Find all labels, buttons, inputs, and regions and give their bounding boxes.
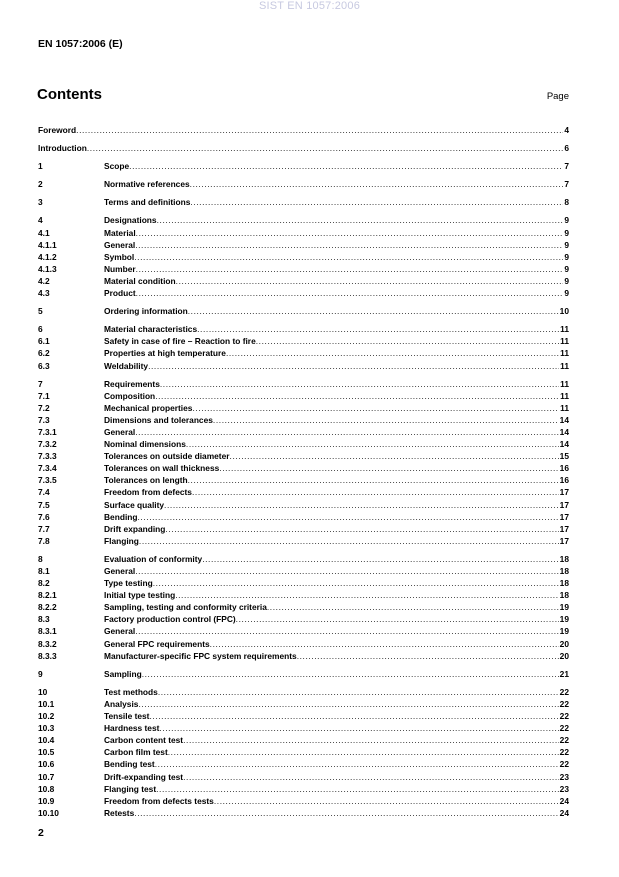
toc-entry-page: 18 (559, 566, 569, 576)
toc-entry-title: Test methods (104, 686, 158, 697)
toc-leader-dots (148, 360, 559, 372)
toc-leader-dots (134, 251, 563, 263)
toc-entry-title: Hardness test (104, 723, 160, 734)
toc-leader-dots (230, 450, 559, 462)
toc-entry-page: 23 (559, 771, 569, 782)
toc-entry-number: 8.2.2 (38, 602, 57, 613)
toc-entry-page: 9 (564, 239, 569, 250)
toc-entry-page: 11 (560, 360, 569, 371)
toc-entry-number: 7.2 (38, 402, 50, 413)
toc-entry-page: 11 (560, 378, 569, 389)
toc-entry[interactable] (38, 305, 569, 317)
toc-entry-page: 17 (559, 487, 569, 498)
toc-leader-dots (155, 758, 559, 770)
toc-leader-dots (142, 668, 559, 680)
toc-entry[interactable] (38, 758, 569, 770)
toc-entry-title: Type testing (104, 578, 153, 589)
toc-entry-number: 8 (38, 553, 43, 564)
toc-entry-number: 7.3.3 (38, 451, 57, 462)
toc-leader-dots (129, 160, 563, 172)
toc-leader-dots (139, 535, 559, 547)
toc-leader-dots (136, 227, 564, 239)
toc-leader-dots (210, 638, 559, 650)
toc-entry-title: Manufacturer-specific FPC system requirements (104, 650, 297, 661)
toc-entry-number: 7.8 (38, 535, 50, 546)
toc-entry-page: 23 (559, 783, 569, 794)
toc-entry-title: Material (104, 227, 136, 238)
toc-entry-title: Material characteristics (104, 324, 198, 335)
toc-entry-page: 11 (560, 324, 569, 335)
toc-entry-page: 7 (564, 161, 569, 172)
toc-entry[interactable] (38, 124, 569, 136)
toc-entry-title: General (104, 239, 136, 250)
toc-entry[interactable] (38, 601, 569, 613)
toc-entry-page: 22 (559, 759, 569, 770)
toc-leader-dots (135, 625, 558, 637)
toc-entry-title: General (104, 626, 136, 637)
toc-entry-page: 17 (559, 511, 569, 522)
toc-entry-page: 9 (564, 263, 569, 274)
toc-entry-page: 9 (564, 215, 569, 226)
toc-entry-page: 17 (559, 523, 569, 534)
toc-leader-dots (157, 214, 564, 226)
toc-entry-page: 19 (559, 602, 569, 613)
toc-entry-number: 3 (38, 197, 43, 208)
toc-entry-number: 2 (38, 179, 43, 190)
toc-entry-number: 4.1.1 (38, 239, 57, 250)
toc-entry-page: 16 (559, 475, 569, 486)
toc-leader-dots (192, 402, 559, 414)
toc-entry-number: 10.6 (38, 759, 55, 770)
toc-entry-title: Mechanical properties (104, 402, 193, 413)
toc-leader-dots (192, 486, 559, 498)
toc-entry-page: 22 (559, 723, 569, 734)
page-number: 2 (38, 827, 44, 839)
toc-entry[interactable] (38, 565, 569, 577)
toc-entry-title: Composition (104, 390, 156, 401)
toc-leader-dots (176, 275, 564, 287)
toc-leader-dots (153, 577, 559, 589)
toc-entry-title: Flanging test (104, 783, 157, 794)
toc-entry[interactable] (38, 535, 569, 547)
toc-entry[interactable] (38, 178, 569, 190)
toc-entry-page: 24 (559, 795, 569, 806)
toc-entry[interactable] (38, 438, 569, 450)
watermark: SIST EN 1057:2006 (258, 0, 361, 12)
toc-entry-title: General (104, 566, 136, 576)
toc-entry-number: 10.3 (38, 723, 55, 734)
toc-entry-number: 10.4 (38, 735, 55, 746)
toc-entry-number: 7.5 (38, 499, 50, 510)
toc-entry[interactable] (38, 722, 569, 734)
toc-entry-number: 8.3.1 (38, 626, 57, 637)
toc-entry-number: 5 (38, 306, 43, 317)
toc-entry[interactable] (38, 625, 569, 637)
toc-entry-number: 10.7 (38, 771, 55, 782)
table-of-contents (38, 124, 569, 819)
toc-leader-dots (136, 287, 564, 299)
toc-entry[interactable] (38, 347, 569, 359)
toc-entry-title: Freedom from defects (104, 487, 192, 498)
toc-entry-title: Evaluation of conformity (104, 553, 203, 564)
toc-entry-page: 22 (559, 735, 569, 746)
toc-entry-title: Normative references (104, 179, 190, 190)
toc-entry-number: 8.2.1 (38, 590, 57, 601)
toc-entry-title: Terms and definitions (104, 197, 191, 208)
toc-entry-title: Surface quality (104, 499, 165, 510)
toc-entry[interactable] (38, 698, 569, 710)
toc-entry-page: 22 (559, 698, 569, 709)
toc-entry[interactable] (38, 450, 569, 462)
toc-leader-dots (236, 613, 559, 625)
toc-leader-dots (136, 263, 564, 275)
toc-entry-page: 20 (559, 650, 569, 661)
toc-entry[interactable] (38, 426, 569, 438)
toc-entry-title: Material condition (104, 275, 176, 286)
toc-entry[interactable] (38, 251, 569, 263)
toc-entry-number: 7.6 (38, 511, 50, 522)
toc-entry-title: Drift-expanding test (104, 771, 184, 782)
toc-entry[interactable] (38, 771, 569, 783)
toc-entry[interactable] (38, 275, 569, 287)
toc-leader-dots (188, 474, 559, 486)
toc-leader-dots (168, 746, 559, 758)
toc-entry-number: 10.5 (38, 747, 55, 758)
toc-leader-dots (138, 698, 558, 710)
toc-leader-dots (297, 650, 559, 662)
toc-entry-page: 17 (559, 499, 569, 510)
toc-entry[interactable] (38, 335, 569, 347)
toc-leader-dots (190, 178, 564, 190)
toc-entry-number: 7.3.4 (38, 463, 57, 474)
toc-entry[interactable] (38, 239, 569, 251)
toc-entry-title: Retests (104, 807, 135, 818)
toc-entry-number: 4.1.2 (38, 251, 57, 262)
toc-entry-page: 18 (559, 578, 569, 589)
toc-entry-page: 11 (560, 402, 569, 413)
toc-entry[interactable] (38, 710, 569, 722)
toc-entry-number: 6.3 (38, 360, 50, 371)
toc-entry-number: 4 (38, 215, 43, 226)
toc-entry-title: Product (104, 288, 136, 299)
toc-entry-title: Safety in case of fire – Reaction to fire (104, 336, 256, 347)
page-column-label: Page (546, 91, 569, 102)
toc-entry[interactable] (38, 227, 569, 239)
toc-leader-dots (135, 426, 558, 438)
toc-entry-page: 7 (564, 179, 569, 190)
toc-entry-page: 9 (564, 251, 569, 262)
toc-entry-title: General FPC requirements (104, 638, 210, 649)
toc-entry-number: 4.2 (38, 275, 50, 286)
toc-entry-number: 7.3 (38, 414, 50, 425)
toc-entry[interactable] (38, 287, 569, 299)
toc-entry-title: Properties at high temperature (104, 348, 226, 359)
toc-entry-title: Factory production control (FPC) (104, 614, 236, 625)
toc-entry-number: 8.1 (38, 566, 50, 576)
toc-entry[interactable] (38, 486, 569, 498)
toc-leader-dots (197, 323, 559, 335)
toc-entry-title: Sampling (104, 668, 142, 679)
toc-leader-dots (175, 589, 558, 601)
toc-leader-dots (135, 239, 563, 251)
toc-entry-page: 22 (559, 747, 569, 758)
toc-entry-page: 11 (560, 390, 569, 401)
toc-entry-page: 22 (559, 711, 569, 722)
toc-entry-page: 24 (559, 807, 569, 818)
toc-entry[interactable] (38, 360, 569, 372)
toc-entry-title: Carbon film test (104, 747, 168, 758)
toc-entry[interactable] (38, 323, 569, 335)
toc-entry[interactable] (38, 746, 569, 758)
toc-leader-dots (256, 335, 559, 347)
toc-entry-title: Carbon content test (104, 735, 184, 746)
toc-entry-number: 10.8 (38, 783, 55, 794)
toc-entry[interactable] (38, 263, 569, 275)
toc-entry-title: Scope (104, 161, 130, 172)
toc-leader-dots (135, 565, 558, 577)
toc-entry-page: 19 (559, 626, 569, 637)
toc-entry[interactable] (38, 196, 569, 208)
toc-entry-number: 10 (38, 686, 48, 697)
toc-entry-title: Tolerances on wall thickness (104, 463, 220, 474)
toc-entry-page: 11 (560, 336, 569, 347)
toc-leader-dots (158, 686, 559, 698)
toc-leader-dots (202, 553, 558, 565)
toc-entry-number: 8.2 (38, 578, 50, 589)
toc-leader-dots (134, 807, 558, 819)
toc-entry-page: 14 (559, 439, 569, 450)
toc-entry-title: Introduction (38, 143, 87, 154)
toc-leader-dots (138, 511, 559, 523)
toc-entry-number: 8.3 (38, 614, 50, 625)
toc-entry-number: 8.3.3 (38, 650, 57, 661)
toc-leader-dots (219, 462, 558, 474)
toc-entry-title: Symbol (104, 251, 135, 262)
toc-entry-page: 10 (559, 306, 569, 317)
toc-entry-title: Designations (104, 215, 157, 226)
toc-leader-dots (213, 414, 559, 426)
toc-entry-number: 8.3.2 (38, 638, 57, 649)
toc-entry-title: Number (104, 263, 136, 274)
toc-entry-page: 16 (559, 463, 569, 474)
toc-leader-dots (267, 601, 559, 613)
toc-entry-title: Tolerances on length (104, 475, 188, 486)
toc-entry-number: 6.1 (38, 336, 50, 347)
toc-entry[interactable] (38, 589, 569, 601)
toc-entry-number: 7 (38, 378, 43, 389)
toc-leader-dots (164, 499, 559, 511)
toc-entry[interactable] (38, 638, 569, 650)
toc-entry-number: 6.2 (38, 348, 50, 359)
toc-entry[interactable] (38, 613, 569, 625)
toc-leader-dots (188, 305, 559, 317)
toc-entry-title: Drift expanding (104, 523, 166, 534)
toc-entry-number: 10.2 (38, 711, 55, 722)
toc-leader-dots (159, 722, 558, 734)
document-id: EN 1057:2006 (E) (38, 38, 123, 50)
toc-entry-number: 10.1 (38, 698, 55, 709)
toc-entry-title: Freedom from defects tests (104, 795, 214, 806)
toc-leader-dots (165, 523, 558, 535)
toc-entry-number: 7.3.1 (38, 426, 57, 437)
toc-entry[interactable] (38, 553, 569, 565)
toc-leader-dots (214, 795, 559, 807)
toc-entry-page: 15 (559, 451, 569, 462)
toc-entry-title: Tolerances on outside diameter (104, 451, 230, 462)
toc-entry[interactable] (38, 511, 569, 523)
page-title: Contents (37, 86, 102, 103)
toc-leader-dots (190, 196, 563, 208)
toc-entry-number: 7.4 (38, 487, 50, 498)
toc-entry-number: 7.7 (38, 523, 50, 534)
toc-entry[interactable] (38, 686, 569, 698)
toc-leader-dots (226, 347, 559, 359)
toc-entry[interactable] (38, 783, 569, 795)
toc-entry-page: 14 (559, 426, 569, 437)
toc-leader-dots (183, 771, 559, 783)
toc-entry-number: 7.3.2 (38, 439, 57, 450)
toc-entry-page: 8 (564, 197, 569, 208)
toc-entry-title: Nominal dimensions (104, 439, 186, 450)
toc-leader-dots (160, 378, 559, 390)
toc-entry-number: 10.9 (38, 795, 55, 806)
toc-entry-number: 7.1 (38, 390, 50, 401)
toc-leader-dots (156, 783, 559, 795)
toc-entry[interactable] (38, 668, 569, 680)
toc-leader-dots (76, 124, 563, 136)
toc-leader-dots (155, 390, 559, 402)
toc-entry-number: 7.3.5 (38, 475, 57, 486)
toc-entry[interactable] (38, 378, 569, 390)
toc-entry-title: Flanging (104, 535, 139, 546)
toc-entry-page: 20 (559, 638, 569, 649)
toc-entry[interactable] (38, 734, 569, 746)
toc-entry-title: Dimensions and tolerances (104, 414, 213, 425)
toc-entry-title: Analysis (104, 698, 139, 709)
toc-leader-dots (186, 438, 559, 450)
toc-entry-title: General (104, 426, 136, 437)
toc-entry-title: Sampling, testing and conformity criteria (104, 602, 267, 613)
toc-entry[interactable] (38, 474, 569, 486)
toc-entry-page: 21 (559, 668, 569, 679)
toc-entry-title: Bending test (104, 759, 155, 770)
toc-entry[interactable] (38, 577, 569, 589)
toc-entry-page: 14 (559, 414, 569, 425)
toc-entry-title: Foreword (38, 125, 77, 135)
toc-entry[interactable] (38, 807, 569, 819)
toc-entry-number: 10.10 (38, 807, 59, 818)
toc-entry-number: 4.3 (38, 288, 50, 299)
toc-entry[interactable] (38, 499, 569, 511)
toc-entry-title: Ordering information (104, 306, 188, 317)
toc-entry[interactable] (38, 160, 569, 172)
toc-entry-number: 4.1 (38, 227, 50, 238)
toc-entry-page: 18 (559, 553, 569, 564)
toc-entry[interactable] (38, 523, 569, 535)
toc-entry-title: Bending (104, 511, 138, 522)
toc-leader-dots (149, 710, 558, 722)
toc-entry[interactable] (38, 214, 569, 226)
toc-entry-number: 1 (38, 161, 43, 172)
toc-entry[interactable] (38, 414, 569, 426)
toc-leader-dots (87, 142, 563, 154)
toc-entry-page: 6 (564, 143, 569, 154)
toc-entry-page: 18 (559, 590, 569, 601)
toc-entry-page: 19 (559, 614, 569, 625)
toc-entry-page: 9 (564, 288, 569, 299)
toc-entry[interactable] (38, 142, 569, 154)
toc-entry[interactable] (38, 795, 569, 807)
toc-entry-page: 22 (559, 686, 569, 697)
toc-entry[interactable] (38, 390, 569, 402)
toc-entry-title: Weldability (104, 360, 149, 371)
toc-entry[interactable] (38, 402, 569, 414)
toc-entry-title: Initial type testing (104, 590, 176, 601)
toc-leader-dots (183, 734, 559, 746)
toc-entry-page: 9 (564, 275, 569, 286)
toc-entry[interactable] (38, 462, 569, 474)
toc-entry[interactable] (38, 650, 569, 662)
toc-entry-page: 9 (564, 227, 569, 238)
toc-entry-page: 4 (564, 125, 569, 135)
toc-entry-number: 9 (38, 668, 43, 679)
toc-entry-page: 17 (559, 535, 569, 546)
toc-entry-title: Tensile test (104, 711, 150, 722)
toc-entry-number: 6 (38, 324, 43, 335)
toc-entry-page: 11 (560, 348, 569, 359)
toc-entry-title: Requirements (104, 378, 160, 389)
toc-entry-number: 4.1.3 (38, 263, 57, 274)
